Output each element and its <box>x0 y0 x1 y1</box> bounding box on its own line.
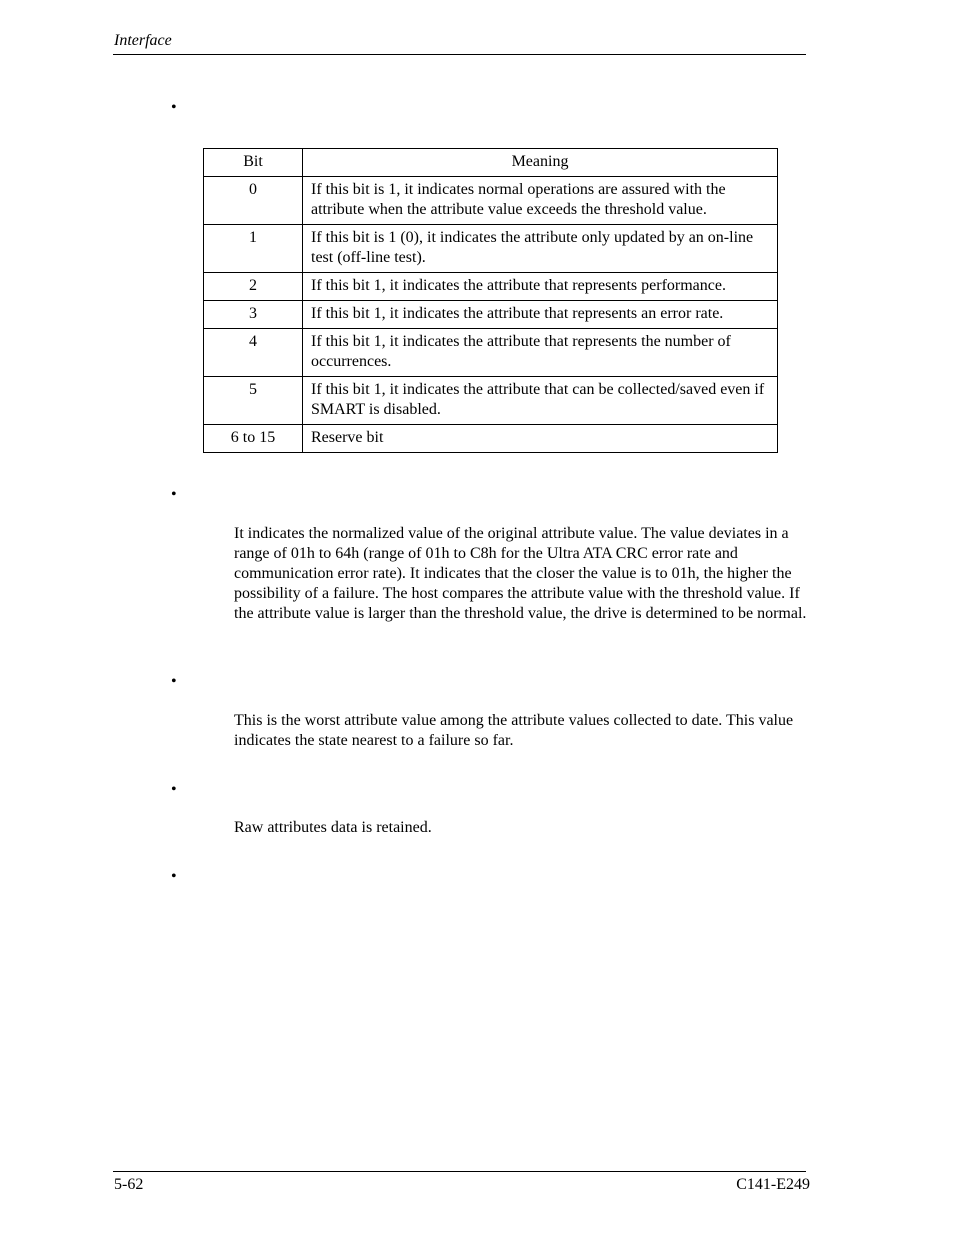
table-row <box>204 425 778 453</box>
bullet-5: • <box>171 868 177 885</box>
column-header-meaning: Meaning <box>303 149 778 177</box>
bullet-2: • <box>171 486 177 503</box>
bullet-1: • <box>171 99 177 116</box>
bit-cell: 4 <box>204 329 303 377</box>
table-row <box>204 225 778 273</box>
table-row <box>204 273 778 301</box>
meaning-cell: If this bit 1, it indicates the attribute that represents performance. <box>303 273 778 301</box>
meaning-cell: If this bit is 1 (0), it indicates the attribute only updated by an on-line test (off-line test). <box>303 225 778 273</box>
meaning-cell: If this bit 1, it indicates the attribute that represents an error rate. <box>303 301 778 329</box>
table-row <box>204 177 778 225</box>
document-id: C141-E249 <box>736 1176 810 1193</box>
meaning-cell: Reserve bit <box>303 425 778 453</box>
attribute-value-paragraph: It indicates the normalized value of the original attribute value. The value deviates in a range of 01h to 64h (range of 01h to C8h for the Ultra ATA CRC error rate and communication error rate). It indicates that the closer the value is to 01h, the higher the possibility of a failure. The host compares the attribute value with the threshold value. If the attribute value is larger than the threshold value, the drive is determined to be normal. <box>234 525 807 622</box>
bullet-4: • <box>171 781 177 798</box>
bit-cell: 0 <box>204 177 303 225</box>
meaning-cell: If this bit 1, it indicates the attribute that can be collected/saved even if SMART is disabled. <box>303 377 778 425</box>
table-header-row <box>204 149 778 177</box>
footer-rule <box>113 1171 806 1172</box>
table-row <box>204 329 778 377</box>
column-header-bit: Bit <box>204 149 303 177</box>
page-header-title: Interface <box>114 32 172 49</box>
bit-cell: 2 <box>204 273 303 301</box>
bit-cell: 3 <box>204 301 303 329</box>
raw-data-paragraph: Raw attributes data is retained. <box>234 819 432 836</box>
worst-value-paragraph: This is the worst attribute value among the attribute values collected to date. This value indicates the state nearest to a failure so far. <box>234 712 794 749</box>
meaning-cell: If this bit is 1, it indicates normal operations are assured with the attribute when the attribute value exceeds the threshold value. <box>303 177 778 225</box>
table-row <box>204 377 778 425</box>
attribute-flag-table <box>203 148 778 453</box>
bit-cell: 1 <box>204 225 303 273</box>
bullet-3: • <box>171 673 177 690</box>
header-rule <box>113 54 806 55</box>
bit-cell: 5 <box>204 377 303 425</box>
meaning-cell: If this bit 1, it indicates the attribute that represents the number of occurrences. <box>303 329 778 377</box>
bit-cell: 6 to 15 <box>204 425 303 453</box>
table-row <box>204 301 778 329</box>
page-number: 5-62 <box>114 1176 144 1193</box>
